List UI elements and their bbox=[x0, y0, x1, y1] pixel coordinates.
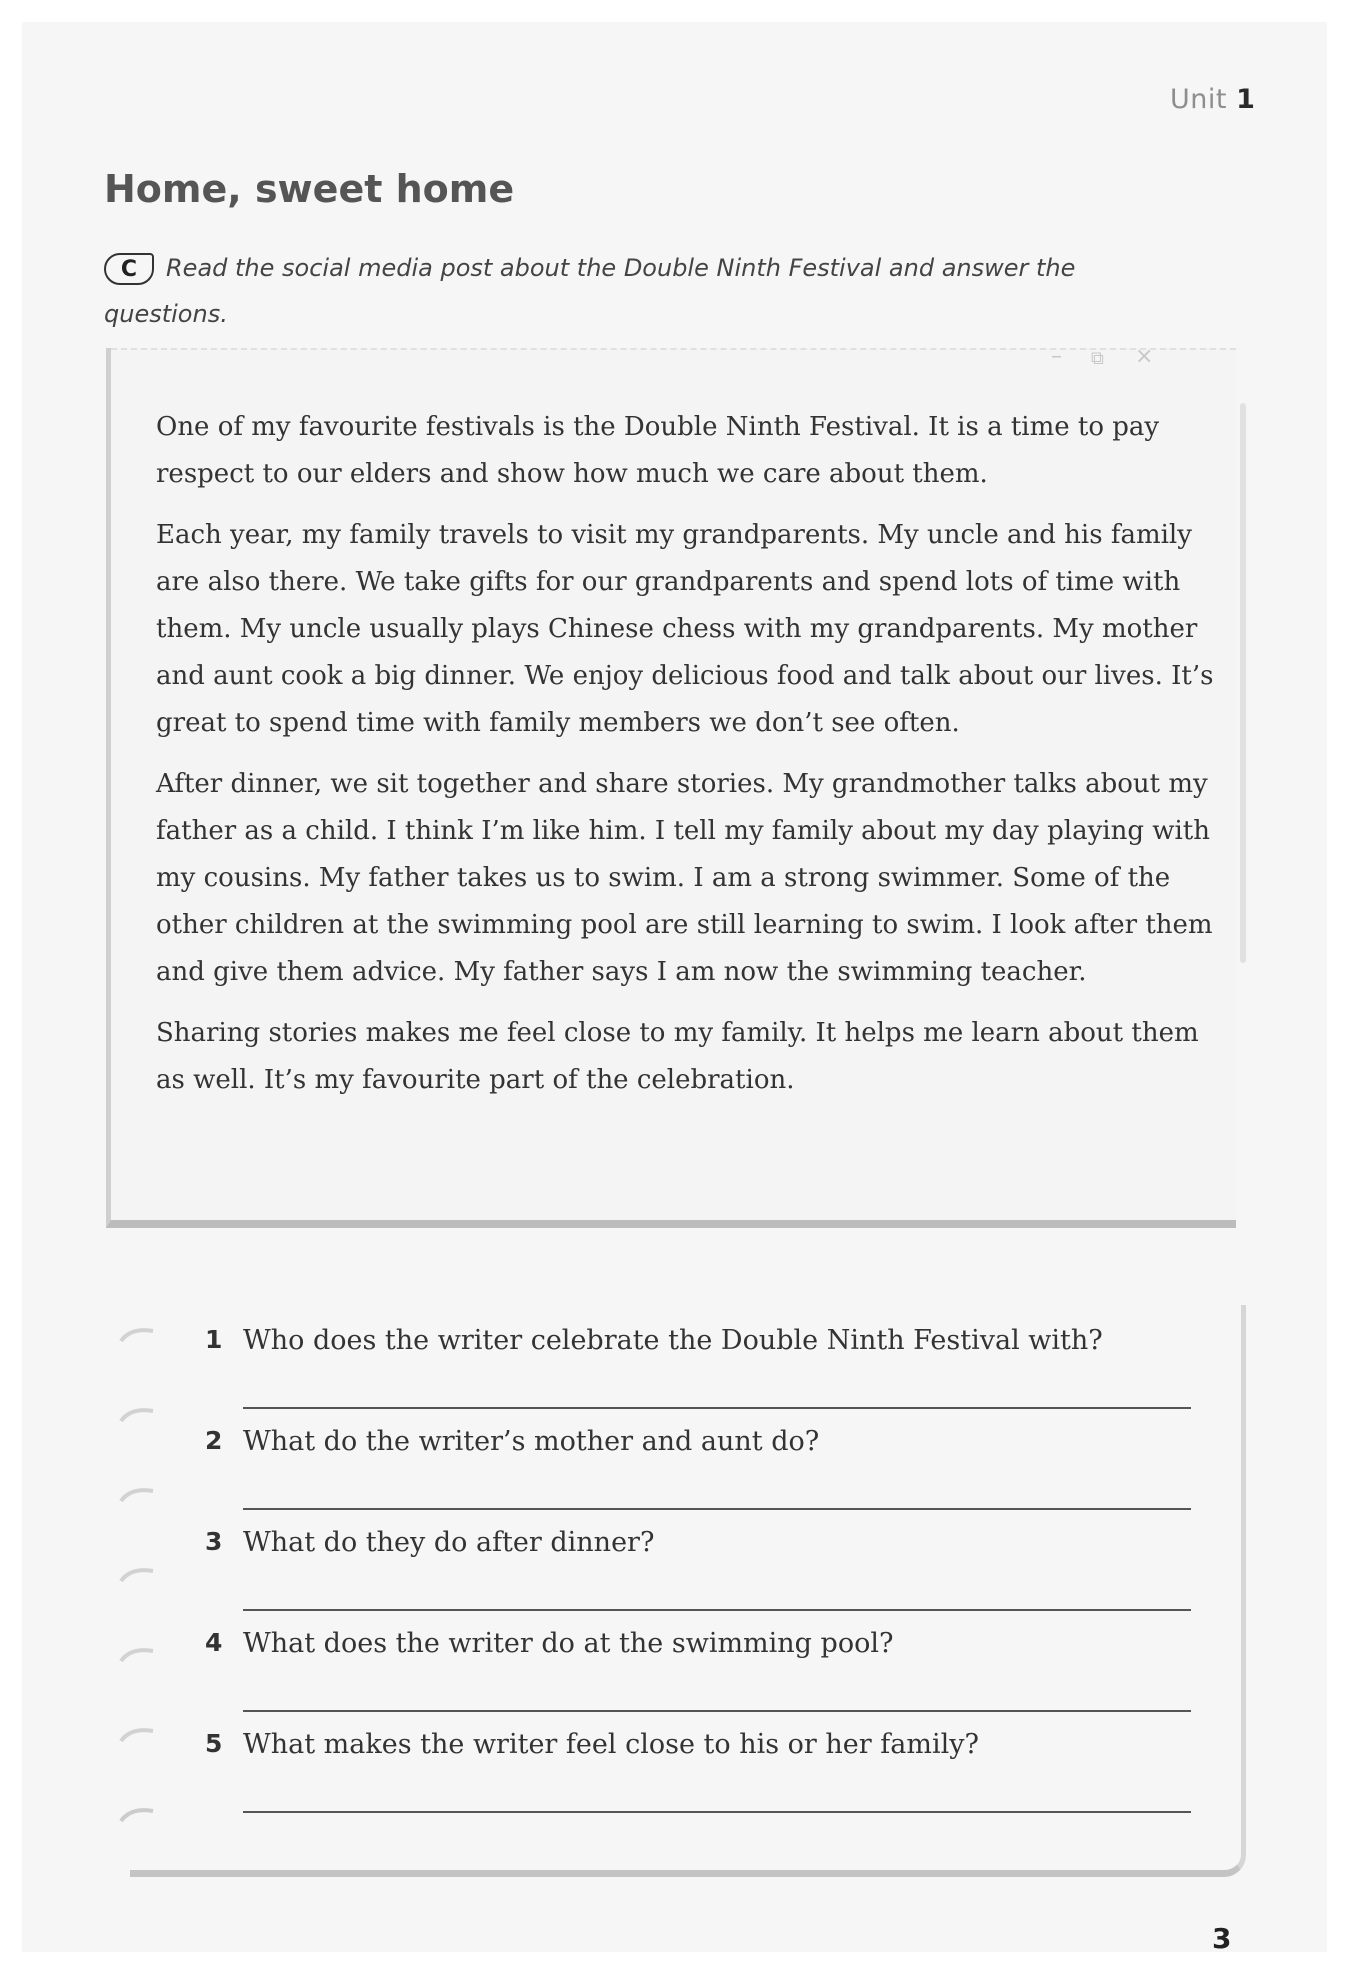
answer-line[interactable] bbox=[243, 1609, 1191, 1611]
page-number: 3 bbox=[1212, 1922, 1232, 1955]
post-paragraph: One of my favourite festivals is the Double Ninth Festival. It is a time to pay respect to our elders and show how much we care about them. bbox=[156, 412, 1160, 489]
unit-label bbox=[1170, 84, 1255, 115]
post-body bbox=[156, 404, 1216, 1118]
post-paragraph: Each year, my family travels to visit my grandparents. My uncle and his family are also there. We take gifts for our grandparents and spend lots of time with them. My uncle usually plays Chinese chess with my grandparents. My mother and aunt cook a big dinner. We enjoy delicious food and talk about our lives. It’s great to spend time with family members we don’t see often. bbox=[156, 520, 1214, 738]
question-item bbox=[205, 1729, 1185, 1830]
question-text: What do the writer’s mother and aunt do? bbox=[243, 1426, 820, 1457]
question-text: Who does the writer celebrate the Double Ninth Festival with? bbox=[243, 1325, 1103, 1356]
question-text: What does the writer do at the swimming pool? bbox=[243, 1628, 894, 1659]
post-window-bar bbox=[111, 344, 1236, 374]
unit-word: Unit bbox=[1170, 84, 1227, 115]
page-title: Home, sweet home bbox=[104, 167, 515, 211]
question-number: 3 bbox=[205, 1527, 223, 1556]
answer-line[interactable] bbox=[243, 1508, 1191, 1510]
instruction bbox=[104, 245, 1184, 337]
post-scrollbar bbox=[1240, 403, 1246, 963]
social-media-post bbox=[106, 344, 1236, 1228]
question-number: 5 bbox=[205, 1729, 223, 1758]
question-number: 2 bbox=[205, 1426, 223, 1455]
workbook-page bbox=[22, 22, 1327, 1955]
question-number: 4 bbox=[205, 1628, 223, 1657]
question-item bbox=[205, 1426, 1185, 1527]
questions-box bbox=[130, 1305, 1246, 1877]
activity-badge: C bbox=[104, 253, 154, 285]
question-number: 1 bbox=[205, 1325, 223, 1354]
answer-line[interactable] bbox=[243, 1407, 1191, 1409]
answer-line[interactable] bbox=[243, 1710, 1191, 1712]
question-item bbox=[205, 1527, 1185, 1628]
unit-number: 1 bbox=[1236, 84, 1256, 115]
questions-list bbox=[205, 1325, 1185, 1830]
question-item bbox=[205, 1325, 1185, 1426]
question-text: What do they do after dinner? bbox=[243, 1527, 655, 1558]
post-paragraph: After dinner, we sit together and share stories. My grandmother talks about my father as a child. I think I’m like him. I tell my family about my day playing with my cousins. My father takes us to swim. I am a strong swimmer. Some of the other children at the swimming pool are still learning to swim. I look after them and give them advice. My father says I am now the swimming teacher. bbox=[156, 769, 1213, 987]
answer-line[interactable] bbox=[243, 1811, 1191, 1813]
restore-icon: ⧉ bbox=[1091, 348, 1104, 369]
question-text: What makes the writer feel close to his or her family? bbox=[243, 1729, 979, 1760]
question-item bbox=[205, 1628, 1185, 1729]
post-paragraph: Sharing stories makes me feel close to my family. It helps me learn about them as well. It’s my favourite part of the celebration. bbox=[156, 1018, 1199, 1095]
minimize-icon: – bbox=[1051, 344, 1062, 369]
instruction-text: Read the social media post about the Double Ninth Festival and answer the questions. bbox=[104, 254, 1076, 328]
close-icon: × bbox=[1135, 344, 1154, 369]
